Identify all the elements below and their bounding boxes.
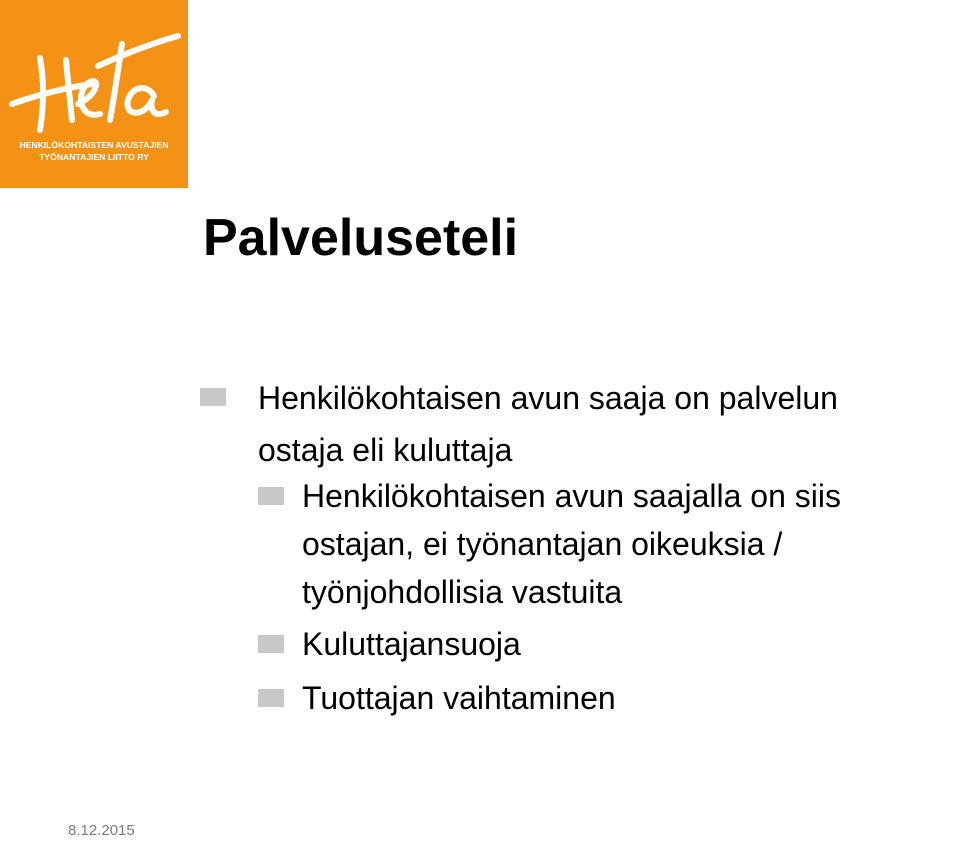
logo-line-1: HENKILÖKOHTAISTEN AVUSTAJIEN — [19, 140, 169, 150]
sub-bullet-item — [258, 674, 616, 722]
heta-logo-graphic — [0, 0, 188, 188]
bullet-square-icon — [258, 487, 284, 505]
heta-logo — [0, 0, 188, 188]
bullet-text — [302, 620, 521, 668]
sub-bullet-item — [258, 472, 841, 616]
bullet-line: ostajan, ei työnantajan oikeuksia / — [302, 526, 783, 562]
bullet-line: Kuluttajansuoja — [302, 626, 521, 662]
bullet-text — [302, 472, 841, 616]
sub-bullet-item — [258, 620, 521, 668]
bullet-line: Tuottajan vaihtaminen — [302, 680, 616, 716]
bullet-line: työnjohdollisia vastuita — [302, 574, 623, 610]
bullet-line: ostaja eli kuluttaja — [258, 432, 513, 468]
bullet-square-icon — [258, 635, 284, 653]
logo-line-2: TYÖNANTAJIEN LIITTO RY — [39, 152, 149, 162]
slide-title: Palveluseteli — [203, 209, 519, 267]
bullet-text — [302, 674, 616, 722]
bullet-text — [258, 372, 838, 476]
bullet-square-icon — [200, 388, 226, 406]
bullet-item — [200, 372, 838, 476]
bullet-line: Henkilökohtaisen avun saaja on palvelun — [258, 380, 838, 416]
bullet-line: Henkilökohtaisen avun saajalla on siis — [302, 478, 841, 514]
bullet-square-icon — [258, 689, 284, 707]
footer-date: 8.12.2015 — [68, 822, 135, 839]
